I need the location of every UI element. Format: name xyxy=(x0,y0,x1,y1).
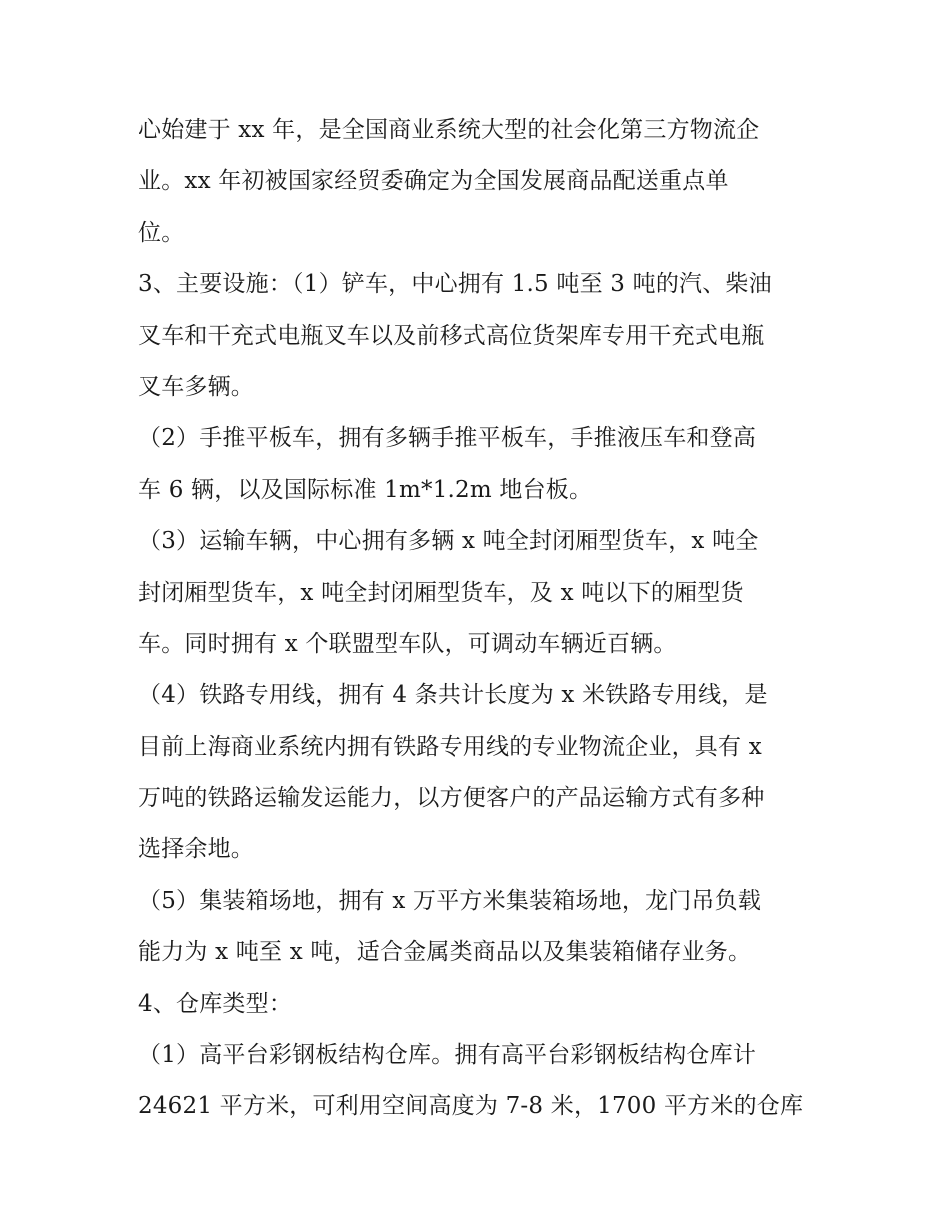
text-line: （4）铁路专用线，拥有 4 条共计长度为 x 米铁路专用线，是 xyxy=(138,682,768,709)
text-line: 业。xx 年初被国家经贸委确定为全国发展商品配送重点单 xyxy=(138,168,729,195)
text-line: 4、仓库类型： xyxy=(138,990,293,1017)
text-line: 选择余地。 xyxy=(138,836,254,863)
text-line: 车。同时拥有 x 个联盟型车队，可调动车辆近百辆。 xyxy=(138,630,677,657)
text-line: 叉车多辆。 xyxy=(138,373,254,400)
text-line: 车 6 辆，以及国际标准 1m*1.2m 地台板。 xyxy=(138,476,593,503)
text-line: 万吨的铁路运输发运能力，以方便客户的产品运输方式有多种 xyxy=(138,785,765,812)
body-text xyxy=(138,108,828,1136)
text-line: （5）集装箱场地，拥有 x 万平方米集装箱场地，龙门吊负载 xyxy=(138,887,762,914)
text-line: 24621 平方米，可利用空间高度为 7-8 米，1700 平方米的仓库 xyxy=(138,1093,804,1120)
text-line: 封闭厢型货车，x 吨全封闭厢型货车，及 x 吨以下的厢型货 xyxy=(138,579,744,606)
text-line: （3）运输车辆，中心拥有多辆 x 吨全封闭厢型货车，x 吨全 xyxy=(138,528,759,555)
text-line: 叉车和干充式电瓶叉车以及前移式高位货架库专用干充式电瓶 xyxy=(138,322,765,349)
text-line: （1）高平台彩钢板结构仓库。拥有高平台彩钢板结构仓库计 xyxy=(138,1042,757,1069)
text-line: 3、主要设施：（1）铲车，中心拥有 1.5 吨至 3 吨的汽、柴油 xyxy=(138,271,772,298)
text-line: 心始建于 xx 年，是全国商业系统大型的社会化第三方物流企 xyxy=(138,117,760,143)
text-line: 能力为 x 吨至 x 吨，适合金属类商品以及集装箱储存业务。 xyxy=(138,939,752,966)
text-line: 目前上海商业系统内拥有铁路专用线的专业物流企业，具有 x xyxy=(138,733,762,760)
text-line: 位。 xyxy=(138,219,185,246)
text-line: （2）手推平板车，拥有多辆手推平板车，手推液压车和登高 xyxy=(138,425,757,452)
